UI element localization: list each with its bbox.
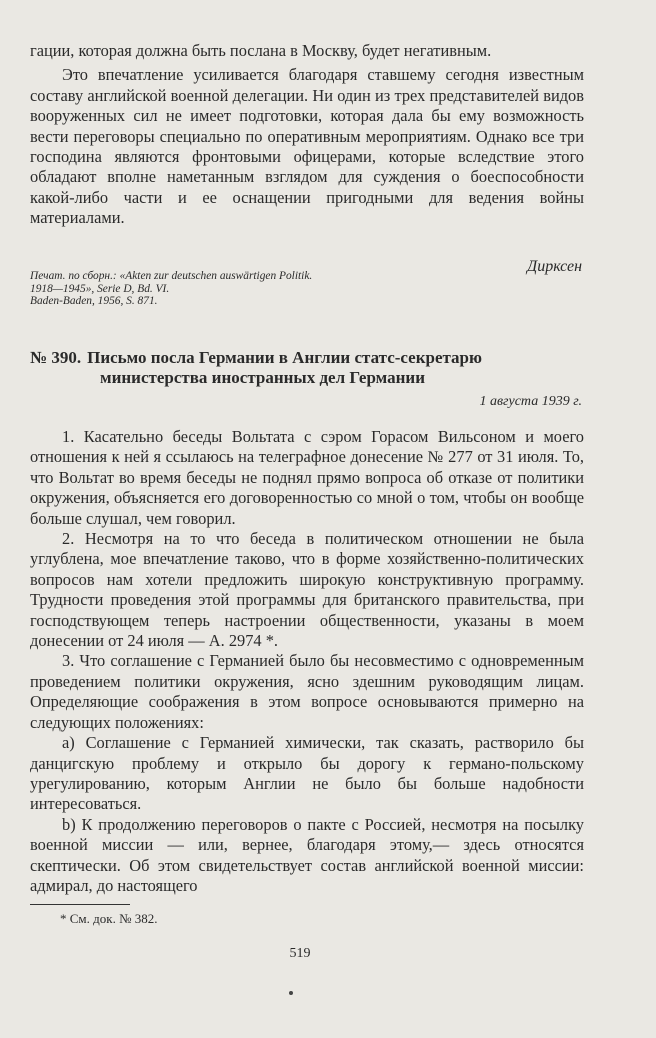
source-line-1: Печат. по сборн.: «Akten zur deutschen auswärtigen Politik. 1918—1945», Serie D, Bd. VI.: [30, 270, 313, 295]
footnote: * См. док. № 382.: [60, 911, 158, 926]
body-paragraph: 1. Касательно беседы Вольтата с сэром Горасом Вильсоном и моего отношения к ней я ссылаюсь на телеграфное донесение № 277 от 31 июля. То, что Вольтат во время беседы не поднял прямо вопроса об отказе от политики окружения, объясняется его договоренностью со мной о том, чтобы он вообще больше слушал, чем говорил.: [30, 427, 584, 528]
source-citation: [30, 270, 330, 308]
document-number: № 390.: [30, 348, 82, 367]
intro-text: [30, 41, 584, 229]
footnote-divider: [30, 904, 130, 905]
body-paragraph: b) К продолжению переговоров о пакте с Россией, несмотря на посылку военной миссии — или, вернее, благодаря этому,— здесь относятся скептически. Об этом свидетельствует состав английской военной миссии: адмирал, до настоящего: [30, 814, 584, 895]
document-title-line-2: министерства иностранных дел Германии: [100, 368, 425, 387]
body-paragraph: 2. Несмотря на то что беседа в политическом отношении не была углублена, мое впечатление таково, что в форме хозяйственно-политических вопросов нам хотели предложить широкую конструктивную программу. Трудности проведения этой программы для британского правительства, при господствующем теперь настроении общественности, указаны в моем донесении от 24 июля — А. 2974 *.: [30, 529, 584, 651]
document-title-line-1: Письмо посла Германии в Англии статс-секретарю: [87, 348, 483, 367]
document-heading: [30, 348, 590, 388]
print-dot: [289, 991, 293, 995]
intro-paragraph-2: Это впечатление усиливается благодаря ставшему сегодня известным составу английской военной делегации. Ни один из трех представителей видов вооруженных сил не имеет подготовки, которая дала бы ему возможность вести переговоры специально по оперативным мероприятиям. Однако все три господина являются фронтовыми офицерами, которые вследствие этого обладают вполне наметанным взглядом для суждения о боеспособности какой-либо части и ее оснащении пригодными для ведения войны материалами.: [30, 65, 584, 228]
source-line-2: Baden-Baden, 1956, S. 871.: [30, 295, 158, 308]
signature: Дирксен: [527, 258, 582, 275]
intro-paragraph-1: гации, которая должна быть послана в Москву, будет негативным.: [30, 41, 492, 60]
body-paragraph: 3. Что соглашение с Германией было бы несовместимо с одновременным проведением политики окружения, ясно здешним руководящим лицам. Определяющие соображения в этом вопросе основываются примерно на следующих положениях:: [30, 651, 584, 732]
document-date: 1 августа 1939 г.: [479, 394, 582, 409]
letter-body: [30, 427, 584, 896]
body-paragraph: а) Соглашение с Германией химически, так сказать, растворило бы данцигскую проблему и открыло бы дорогу к германо-польскому урегулированию, которым Англии не было бы больше надобности интересоваться.: [30, 733, 584, 814]
page-number: 519: [289, 946, 311, 961]
